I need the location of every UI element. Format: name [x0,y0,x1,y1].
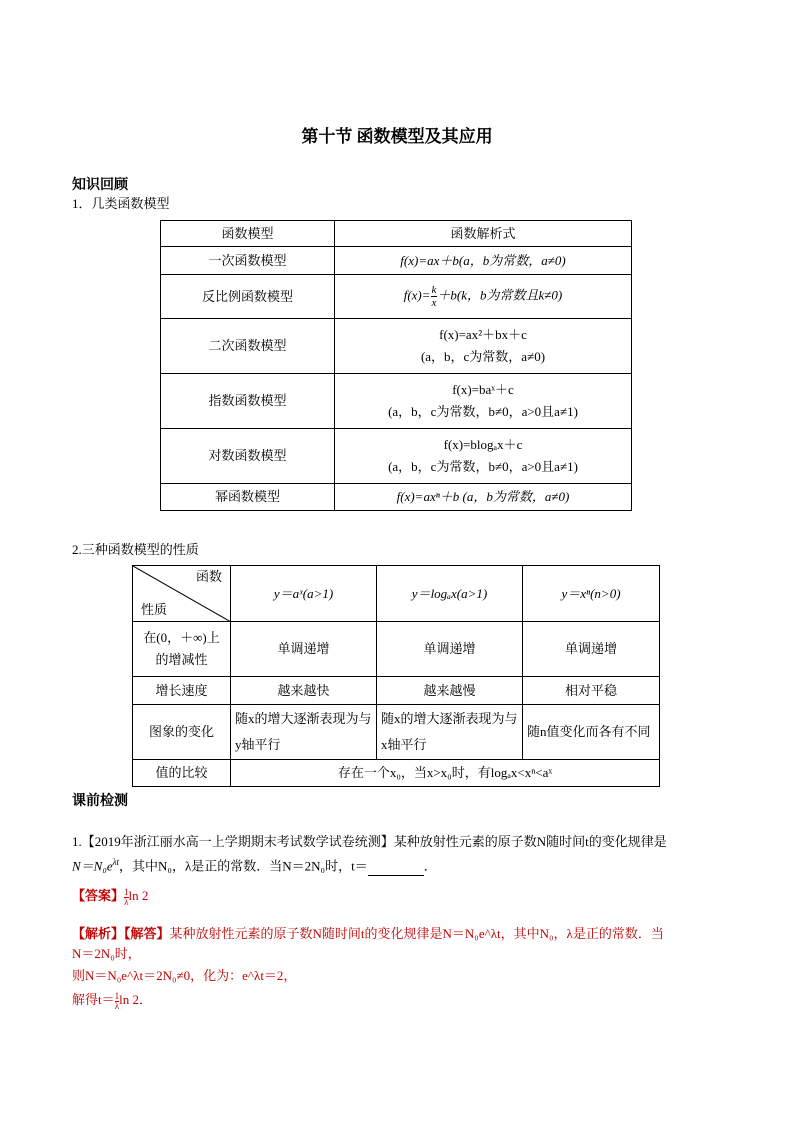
table-cell: 反比例函数模型 [161,275,335,319]
question-1 [72,832,732,876]
row-label [133,622,231,677]
formula: ＋b(k，b为常数且k≠0) [437,287,563,303]
table-cell: 对数函数模型 [161,429,335,484]
fraction-numerator: 1 [124,886,129,897]
table-header: 函数模型 [161,221,335,247]
header-formula: y＝aˣ(a>1) [273,585,334,601]
formula: N＝N₀e [72,858,113,874]
analysis-block [72,924,732,1011]
question-text-line2 [72,852,732,876]
formula-condition: (a，b，c为常数，a≠0) [420,349,546,364]
table-cell: 越来越快 [231,677,377,705]
fraction-numerator: k [431,284,437,296]
page-title: 第十节 函数模型及其应用 [301,127,493,146]
analysis-line: N＝2N₀时， [72,946,141,961]
function-model-table [160,220,632,511]
analysis-text: 解得t＝ [72,992,115,1007]
analysis-line: 则N＝N₀e^λt＝2N₀≠0，化为：e^λt＝2， [72,968,297,983]
formula-condition: (a，b，c为常数，b≠0，a>0且a≠1) [388,404,578,419]
table-cell: 指数函数模型 [161,374,335,429]
formula: f(x)=ax＋b(a，b为常数，a≠0) [400,252,566,268]
analysis-text: 某种放射性元素的原子数N随时间t的变化规律是N＝N₀e^λt，其中N₀，λ是正的常数．当 [169,926,664,941]
table-cell: 单调递增 [523,622,660,677]
question-text: 1.【2019年浙江丽水高一上学期期末考试数学试卷统测】某种放射性元素的原子数N随时间t的变化规律是 [72,834,667,849]
table-cell: 随n值变化而各有不同 [523,705,660,760]
analysis-line [72,990,732,1011]
table-header [523,566,660,622]
table-cell: 一次函数模型 [161,247,335,275]
question-text: ，其中N₀，λ是正的常数．当N＝2N₀时，t＝ [119,858,368,874]
corner-label-property: 性质 [141,602,168,617]
table-cell [335,247,632,275]
table-cell [335,319,632,374]
row-label: 值的比较 [133,760,231,787]
formula: f(x)=axⁿ＋b (a，b为常数，a≠0) [396,489,570,504]
row-label-line: 在(0，＋∞)上 [143,630,220,645]
header-formula: y＝logₐx(a>1) [411,585,488,601]
formula-condition: (a，b，c为常数，b≠0，a>0且a≠1) [388,459,578,474]
section-heading-knowledge: 知识回顾 [72,178,128,193]
table-cell: 随x的增大逐渐表现为与y轴平行 [231,705,377,760]
analysis-line [72,924,732,944]
question-text: ． [423,858,437,874]
fraction-denominator: λ [114,1000,120,1011]
table-cell: 单调递增 [231,622,377,677]
table-cell-merged: 存在一个x₀，当x>x₀时，有logₐx<xⁿ<aˣ [231,760,660,787]
analysis-text: ln 2． [119,992,152,1007]
table-cell: 单调递增 [377,622,523,677]
answer-label: 【答案】 [72,888,125,903]
subheading-properties: 2.三种函数模型的性质 [72,542,199,557]
table-cell: 越来越慢 [377,677,523,705]
formula: f(x)= [403,287,431,303]
table-header: 函数解析式 [335,221,632,247]
fraction-denominator: x [431,297,437,309]
formula: f(x)=baˣ＋c [452,382,514,397]
fraction-numerator: 1 [114,990,120,1001]
row-label-line: 的增减性 [155,652,208,667]
header-formula: y＝xⁿ(n>0) [561,585,621,601]
table-cell: 相对平稳 [523,677,660,705]
table-cell: 二次函数模型 [161,319,335,374]
subheading-function-models: 1．几类函数模型 [72,196,170,211]
corner-label-function: 函数 [195,569,222,584]
formula-exponent: λt [112,857,120,867]
table-cell [335,429,632,484]
table-cell: 幂函数模型 [161,484,335,511]
analysis-label: 【解析】【解答】 [72,926,170,941]
answer-value: ln 2 [128,888,149,903]
section-heading-pretest: 课前检测 [72,794,128,809]
table-cell [335,374,632,429]
answer-line [72,886,148,907]
table-header [231,566,377,622]
table-header [377,566,523,622]
table-cell: 随x的增大逐渐表现为与x轴平行 [377,705,523,760]
table-corner-cell [133,566,231,622]
fraction-denominator: λ [124,896,129,907]
function-properties-table [132,565,660,787]
row-label: 图象的变化 [133,705,231,760]
table-cell [335,275,632,319]
row-label: 增长速度 [133,677,231,705]
answer-blank [368,861,424,876]
formula: f(x)=blogₐx＋c [443,437,523,452]
table-cell [335,484,632,511]
formula: f(x)=ax²＋bx＋c [439,327,527,342]
